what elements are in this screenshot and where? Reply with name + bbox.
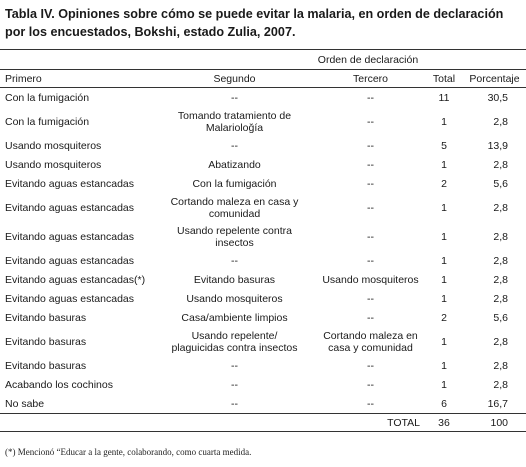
cell-tercero-line-2: casa y comunidad [328, 341, 413, 354]
table-title [5, 5, 523, 41]
cell-porcentaje: 2,8 [493, 115, 509, 128]
total-row [0, 414, 526, 432]
cell-total: 2 [441, 311, 447, 324]
cell-primero: Evitando aguas estancadas [5, 177, 135, 190]
table-row [0, 356, 526, 375]
cell-segundo-line-2: comunidad [208, 207, 261, 220]
table-row [0, 375, 526, 394]
opinions-table [0, 49, 526, 432]
cell-tercero: -- [367, 359, 374, 372]
cell-total: 1 [441, 230, 447, 243]
table-row [0, 155, 526, 174]
cell-segundo: -- [231, 91, 238, 104]
cell-segundo [153, 107, 316, 136]
cell-tercero: -- [316, 394, 425, 414]
cell-porcentaje: 5,6 [493, 311, 509, 324]
cell-segundo: -- [231, 139, 238, 152]
table-row [0, 251, 526, 270]
cell-primero: Usando mosquiteros [5, 139, 102, 152]
cell-porcentaje: 5,6 [493, 177, 509, 190]
cell-tercero-line-1: Cortando maleza en [323, 329, 418, 342]
cell-tercero: -- [367, 230, 374, 243]
cell-tercero: -- [367, 292, 374, 305]
cell-porcentaje: 2,8 [493, 273, 509, 286]
table-row [0, 136, 526, 155]
cell-segundo-line-1: Cortando maleza en casa y [170, 195, 299, 208]
cell-segundo [153, 193, 316, 222]
total-percentage: 100 [463, 414, 526, 432]
table-title-line-2: por los encuestados, Bokshi, estado Zulia, 2007. [5, 25, 296, 39]
cell-total: 2 [441, 177, 447, 190]
cell-tercero: -- [367, 115, 374, 128]
cell-tercero: -- [367, 158, 374, 171]
cell-total: 1 [441, 254, 447, 267]
cell-segundo: Con la fumigación [192, 177, 277, 190]
cell-segundo: Abatizando [208, 158, 261, 171]
cell-segundo-line-1: Usando repelente/ [191, 329, 278, 342]
total-count: 36 [425, 414, 463, 432]
cell-tercero: -- [367, 91, 374, 104]
cell-tercero: -- [367, 201, 374, 214]
cell-porcentaje: 2,8 [493, 359, 509, 372]
cell-primero: Evitando aguas estancadas [5, 292, 135, 305]
cell-total: 1 [441, 158, 447, 171]
cell-porcentaje: 2,8 [493, 201, 509, 214]
cell-primero: Evitando aguas estancadas(*) [5, 273, 146, 286]
cell-total: 1 [441, 273, 447, 286]
cell-segundo-line-2: Malarioloğía [205, 121, 264, 134]
cell-segundo: -- [231, 359, 238, 372]
table-title-line-1: Tabla IV. Opiniones sobre cómo se puede evitar la malaria, en orden de declaración [5, 7, 504, 21]
group-header-row [0, 50, 526, 70]
cell-primero: Evitando aguas estancadas [5, 254, 135, 267]
cell-total: 1 [441, 335, 447, 348]
cell-segundo-line-2: plaguicidas contra insectos [171, 341, 298, 354]
cell-porcentaje: 13,9 [487, 139, 509, 152]
cell-segundo-line-1: Tomando tratamiento de [177, 109, 292, 122]
cell-tercero [316, 327, 425, 356]
cell-porcentaje: 16,7 [463, 394, 526, 414]
cell-segundo: Evitando basuras [193, 273, 276, 286]
table-row [0, 222, 526, 251]
cell-total: 11 [438, 91, 450, 104]
column-header-segundo: Segundo [153, 70, 316, 88]
column-header-primero: Primero [0, 70, 153, 88]
cell-total: 5 [441, 139, 447, 152]
cell-tercero: -- [367, 177, 374, 190]
table-row [0, 289, 526, 308]
table-footnote: (*) Mencionó “Educar a la gente, colaborando, como cuarta medida. [5, 447, 252, 457]
cell-primero: Evitando aguas estancadas [5, 230, 135, 243]
table-row [0, 327, 526, 356]
cell-segundo: Usando mosquiteros [186, 292, 283, 305]
cell-total: 1 [441, 359, 447, 372]
table-row [0, 88, 526, 108]
cell-segundo: Casa/ambiente limpios [181, 311, 288, 324]
table-row [0, 174, 526, 193]
column-header-porcentaje: Porcentaje [463, 70, 526, 88]
table-row [0, 107, 526, 136]
cell-primero: Con la fumigación [5, 91, 90, 104]
cell-porcentaje: 2,8 [493, 230, 509, 243]
table-row [0, 193, 526, 222]
cell-total: 6 [425, 394, 463, 414]
cell-primero: Evitando basuras [5, 359, 87, 372]
cell-segundo: -- [231, 254, 238, 267]
cell-segundo: -- [153, 394, 316, 414]
cell-total: 1 [441, 201, 447, 214]
total-label: TOTAL [316, 414, 425, 432]
cell-primero: Usando mosquiteros [5, 158, 102, 171]
cell-segundo: -- [231, 378, 238, 391]
table-row [0, 308, 526, 327]
cell-primero: Acabando los cochinos [5, 378, 113, 391]
cell-segundo [153, 222, 316, 251]
cell-porcentaje: 30,5 [487, 91, 509, 104]
cell-tercero: -- [367, 254, 374, 267]
cell-porcentaje: 2,8 [493, 378, 509, 391]
column-header-total: Total [425, 70, 463, 88]
cell-total: 1 [441, 378, 447, 391]
group-header-orden: Orden de declaración [317, 53, 419, 66]
cell-total: 1 [441, 292, 447, 305]
cell-primero: Evitando basuras [5, 335, 87, 348]
table-row [0, 394, 526, 414]
cell-porcentaje: 2,8 [493, 335, 509, 348]
column-header-row [0, 70, 526, 88]
cell-tercero: -- [367, 311, 374, 324]
column-header-tercero: Tercero [316, 70, 425, 88]
cell-porcentaje: 2,8 [493, 158, 509, 171]
cell-porcentaje: 2,8 [493, 292, 509, 305]
cell-segundo [153, 327, 316, 356]
cell-porcentaje: 2,8 [493, 254, 509, 267]
cell-segundo-line-2: insectos [215, 236, 254, 249]
cell-tercero: -- [367, 139, 374, 152]
cell-primero: Evitando aguas estancadas [5, 201, 135, 214]
cell-total: 1 [441, 115, 447, 128]
cell-segundo-line-1: Usando repelente contra [177, 224, 292, 237]
cell-primero: No sabe [0, 394, 153, 414]
cell-tercero: Usando mosquiteros [322, 273, 419, 286]
table-row [0, 270, 526, 289]
cell-primero: Con la fumigación [5, 115, 90, 128]
cell-primero: Evitando basuras [5, 311, 87, 324]
cell-tercero: -- [367, 378, 374, 391]
